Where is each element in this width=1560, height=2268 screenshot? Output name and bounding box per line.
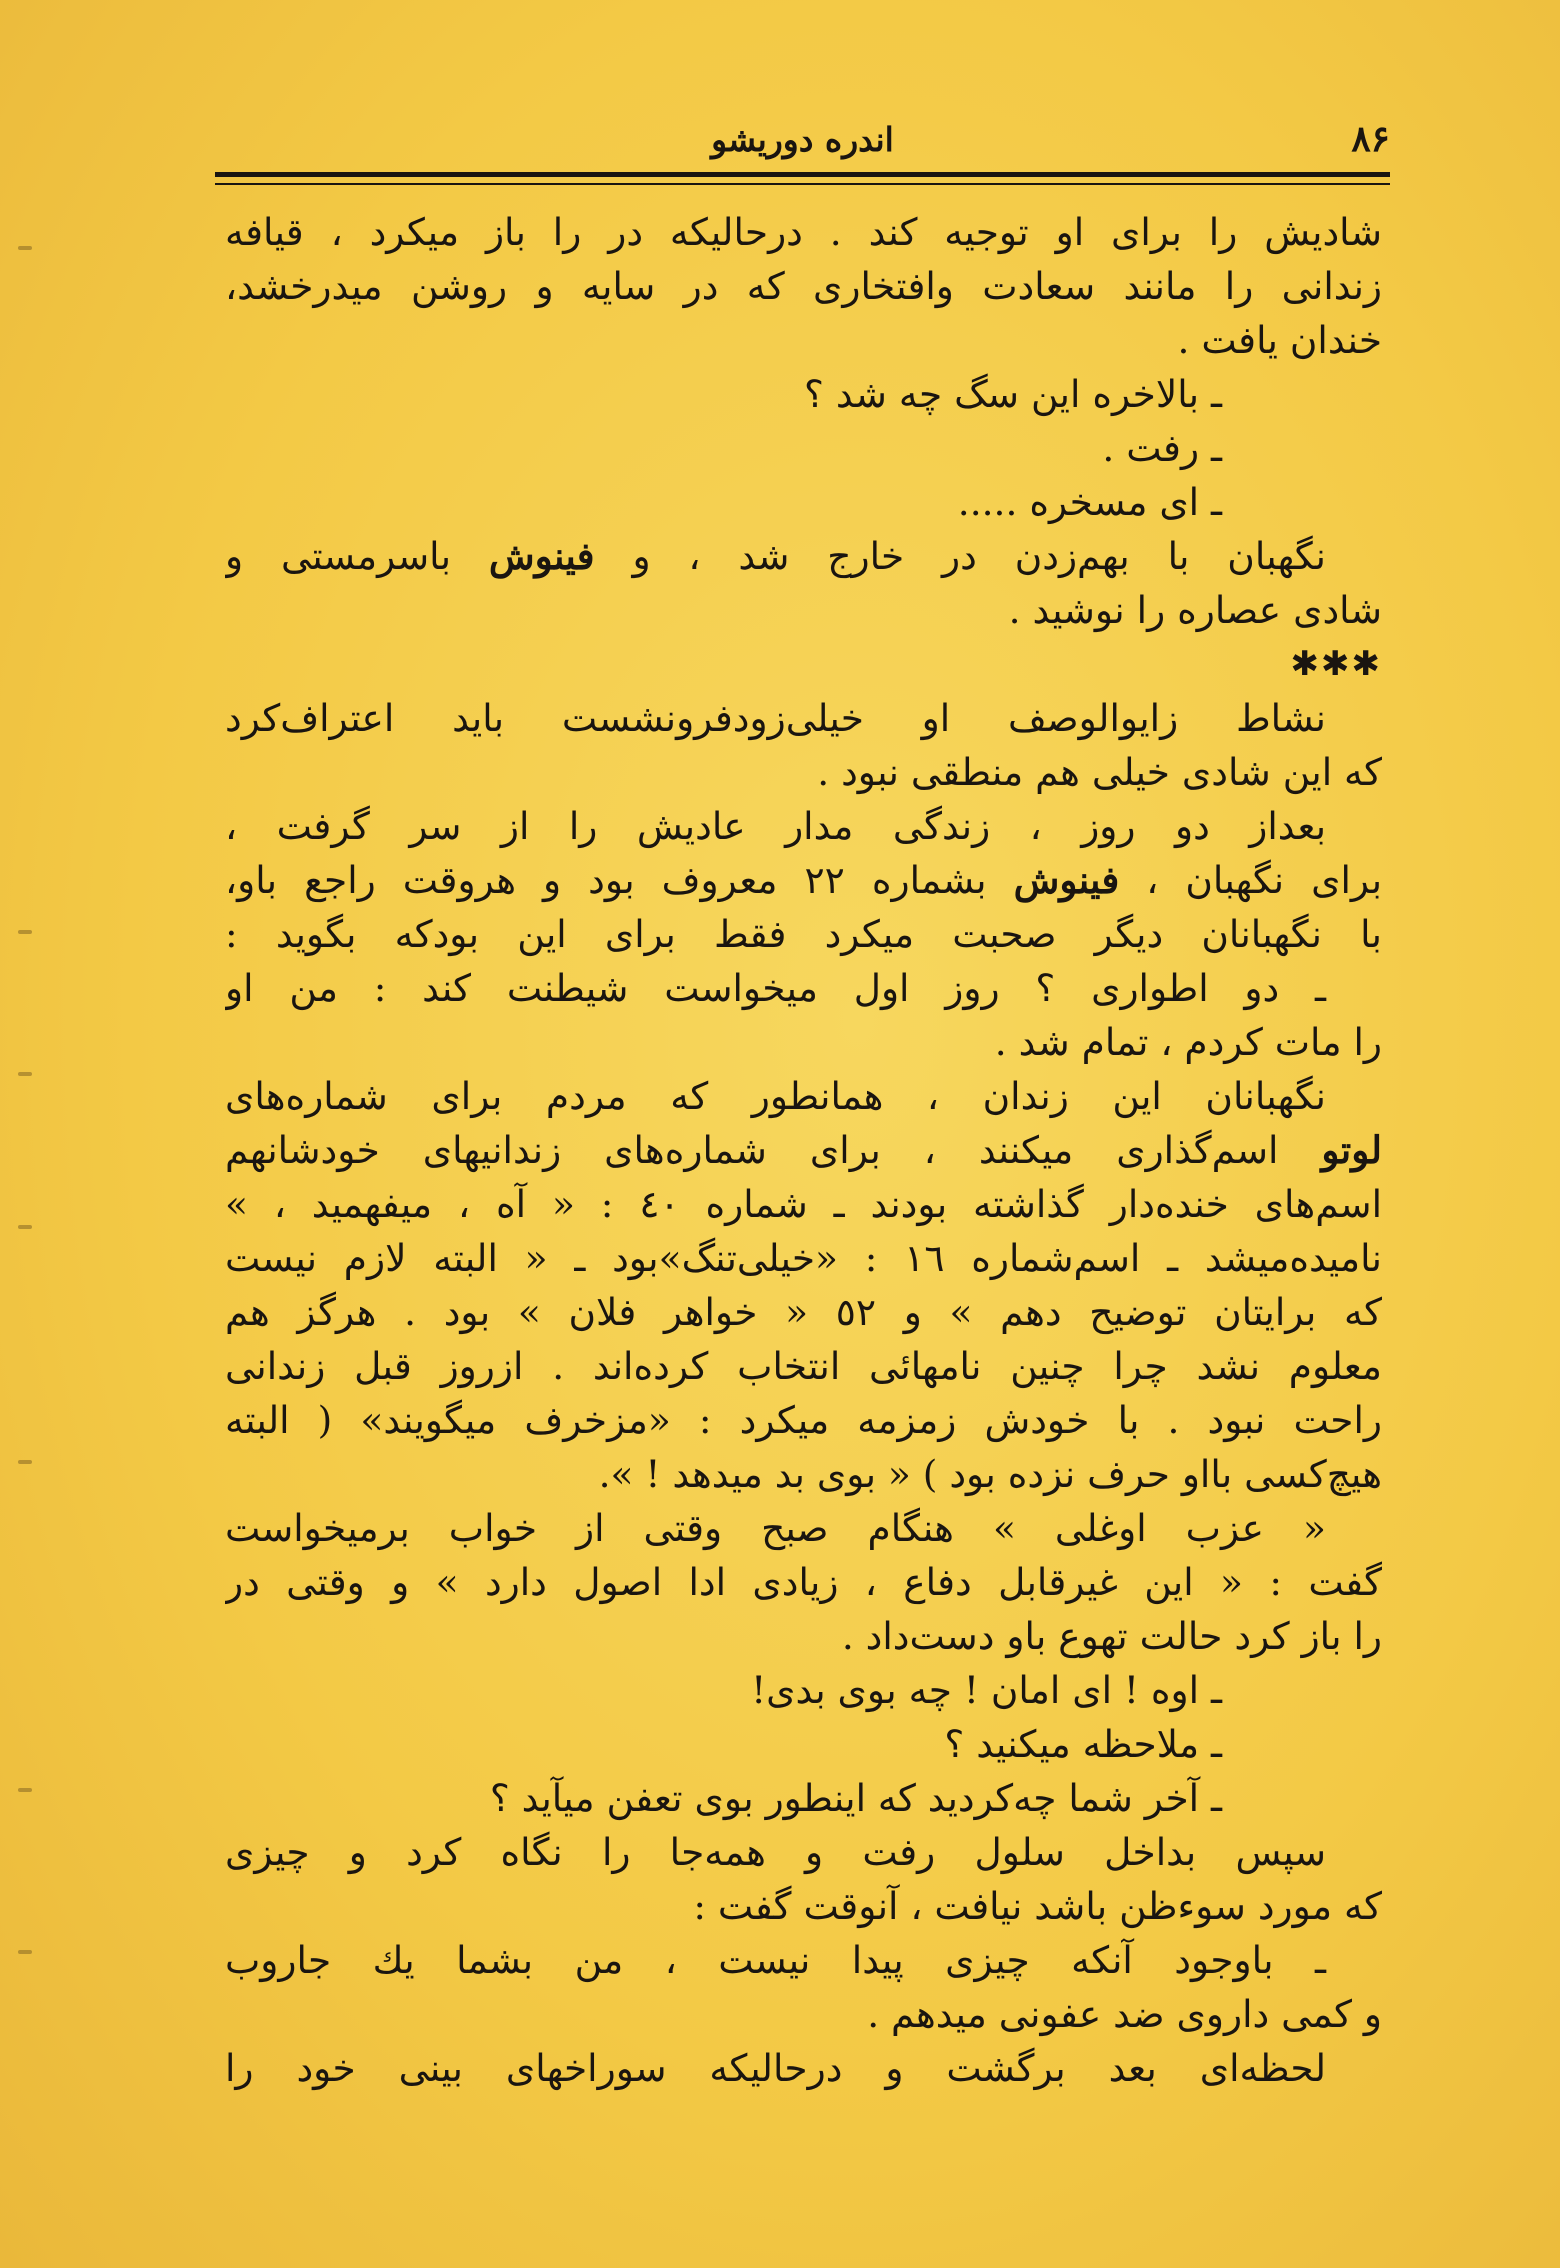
page-number: ۸۶ bbox=[1351, 118, 1390, 160]
text-segment: باسرمستی و bbox=[225, 534, 489, 578]
text-line: خندان یافت . bbox=[1177, 318, 1382, 362]
text-line: که برایتان توضیح دهم » و ٥٢ « خواهر فلان » بود . هرگز هم bbox=[225, 1290, 1382, 1334]
text-line: اسم‌های خنده‌دار گذاشته بودند ـ شماره ٤٠ : « آه ، میفهمید ، » bbox=[225, 1182, 1382, 1226]
binding-hole-mark bbox=[18, 1788, 32, 1792]
text-line: ـ باوجود آنکه چیزی پیدا نیست ، من بشما یك جاروب bbox=[225, 1938, 1326, 1982]
binding-hole-mark bbox=[18, 930, 32, 934]
text-line: شادی عصاره را نوشید . bbox=[1008, 588, 1382, 632]
binding-hole-mark bbox=[18, 1460, 32, 1464]
text-line: ـ اوه ! ای امان ! چه بوی بدی! bbox=[751, 1668, 1222, 1712]
text-line: راحت نبود . با خودش زمزمه میکرد : «مزخرف میگویند» ( البته bbox=[225, 1398, 1382, 1442]
page-header bbox=[215, 112, 1390, 174]
text-line: نامیده‌میشد ـ اسم‌شماره ١٦ : «خیلی‌تنگ»بود ـ « البته لازم نیست bbox=[225, 1236, 1382, 1280]
text-line: نگهبانان این زندان ، همانطور که مردم برای شماره‌های bbox=[225, 1074, 1326, 1118]
text-line bbox=[225, 1123, 1382, 1177]
text-line: بعداز دو روز ، زندگی مدار عادیش را از سر گرفت ، bbox=[225, 804, 1327, 848]
text-line: شادیش را برای او توجیه کند . درحالیکه در را باز میکرد ، قیافه bbox=[225, 210, 1382, 254]
text-line: ـ ای مسخره ..... bbox=[957, 480, 1222, 524]
header-rule-thin bbox=[215, 183, 1390, 185]
text-line: و کمی داروی ضد عفونی میدهم . bbox=[867, 1992, 1382, 2036]
text-segment: بشماره ۲۲ معروف بود و هروقت راجع باو، bbox=[225, 858, 1014, 902]
name-emphasis: فینوش bbox=[1013, 858, 1120, 902]
text-segment: اسم‌گذاری میکنند ، برای شماره‌های زندانیهای خودشانهم bbox=[225, 1128, 1322, 1172]
text-line bbox=[225, 529, 1382, 583]
text-line: ـ ملاحظه میکنید ؟ bbox=[944, 1722, 1222, 1766]
binding-hole-mark bbox=[18, 1950, 32, 1954]
text-line: زندانی را مانند سعادت وافتخاری که در سایه و روشن میدرخشد، bbox=[225, 264, 1382, 308]
body-text bbox=[225, 205, 1382, 2095]
name-emphasis: لوتو bbox=[1321, 1128, 1382, 1172]
binding-hole-mark bbox=[18, 1072, 32, 1076]
text-line bbox=[225, 853, 1382, 907]
section-separator: ✱✱✱ bbox=[1290, 644, 1382, 684]
text-line: گفت : « این غیرقابل دفاع ، زیادی ادا اصول دارد » و وقتی در bbox=[225, 1560, 1382, 1604]
text-line: را مات کردم ، تمام شد . bbox=[994, 1020, 1382, 1064]
text-line: با نگهبانان دیگر صحبت میکرد فقط برای این بودکه بگوید : bbox=[225, 912, 1382, 956]
text-line: که این شادی خیلی هم منطقی نبود . bbox=[817, 750, 1382, 794]
text-segment: نگهبان با بهم‌زدن در خارج شد ، و bbox=[594, 534, 1326, 578]
text-segment: برای نگهبان ، bbox=[1119, 858, 1382, 902]
text-line: معلوم نشد چرا چنین نامهائی انتخاب کرده‌اند . ازروز قبل زندانی bbox=[225, 1344, 1382, 1388]
text-line: ـ آخر شما چه‌کردید که اینطور بوی تعفن میآید ؟ bbox=[489, 1776, 1222, 1820]
paragraph-block-1 bbox=[225, 205, 1382, 637]
header-rule-thick bbox=[215, 172, 1390, 177]
text-line: سپس بداخل سلول رفت و همه‌جا را نگاه کرد و چیزی bbox=[225, 1830, 1326, 1874]
text-line: « عزب اوغلی » هنگام صبح وقتی از خواب برمیخواست bbox=[225, 1506, 1326, 1550]
text-line: نشاط زایوالوصف او خیلی‌زودفرونشست باید اعتراف‌کرد bbox=[225, 696, 1326, 740]
binding-hole-mark bbox=[18, 1225, 32, 1229]
text-line: ـ رفت . bbox=[1102, 426, 1222, 470]
name-emphasis: فینوش bbox=[488, 534, 595, 578]
running-title: اندره دوریشو bbox=[711, 120, 894, 159]
paragraph-block-2 bbox=[225, 691, 1382, 2095]
text-line: هیچ‌کسی بااو حرف نزده بود ) « بوی بد میدهد ! ». bbox=[598, 1452, 1382, 1496]
text-line: ـ دو اطواری ؟ روز اول میخواست شیطنت کند : من او bbox=[225, 966, 1326, 1010]
text-line: را باز کرد حالت تهوع باو دست‌داد . bbox=[841, 1614, 1382, 1658]
binding-hole-mark bbox=[18, 246, 32, 250]
text-line: که مورد سوءظن باشد نیافت ، آنوقت گفت : bbox=[693, 1884, 1382, 1928]
text-line: ـ بالاخره این سگ چه شد ؟ bbox=[804, 372, 1222, 416]
text-line: لحظه‌ای بعد برگشت و درحالیکه سوراخهای بینی خود را bbox=[225, 2046, 1326, 2090]
